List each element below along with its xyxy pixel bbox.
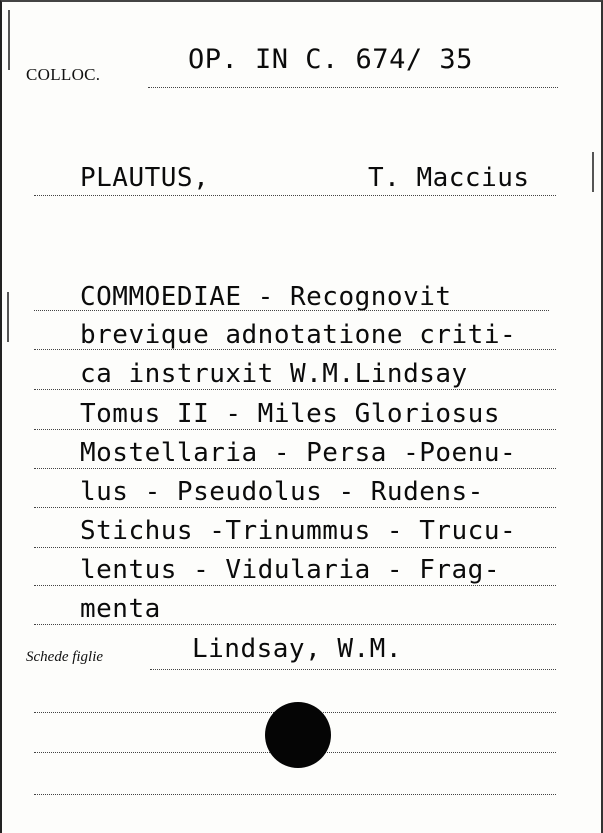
title-rule [34,468,556,469]
title-rule [34,389,556,390]
call-number: OP. IN C. 674/ 35 [188,44,473,75]
blank-rule [34,794,556,795]
title-rule [34,429,556,430]
title-rule [34,349,556,350]
title-line: brevique adnotatione criti- [80,320,517,350]
title-rule [34,624,556,625]
title-rule [34,310,549,311]
left-edge-mark [8,10,10,70]
title-rule [34,547,556,548]
author-forenames: T. Maccius [368,163,530,193]
colloc-rule [148,87,558,88]
punch-hole [265,702,331,768]
title-line: Stichus -Trinummus - Trucu- [80,516,517,546]
author-surname: PLAUTUS, [80,163,210,193]
schede-rule [150,669,556,670]
title-rule [34,585,556,586]
left-edge-mark [7,292,9,342]
title-line: lentus - Vidularia - Frag- [80,555,500,585]
right-edge-mark [592,152,594,192]
title-line: lus - Pseudolus - Rudens- [80,477,484,507]
title-line: Mostellaria - Persa -Poenu- [80,438,517,468]
author-rule [34,195,556,196]
colloc-label: COLLOC. [26,65,101,84]
title-line: COMMOEDIAE - Recognovit [80,282,452,312]
title-line: Tomus II - Miles Gloriosus [80,399,500,429]
title-line: ca instruxit W.M.Lindsay [80,359,468,389]
schede-value: Lindsay, W.M. [192,634,402,664]
title-line: menta [80,594,161,624]
title-rule [34,507,556,508]
schede-label: Schede figlie [26,649,104,665]
